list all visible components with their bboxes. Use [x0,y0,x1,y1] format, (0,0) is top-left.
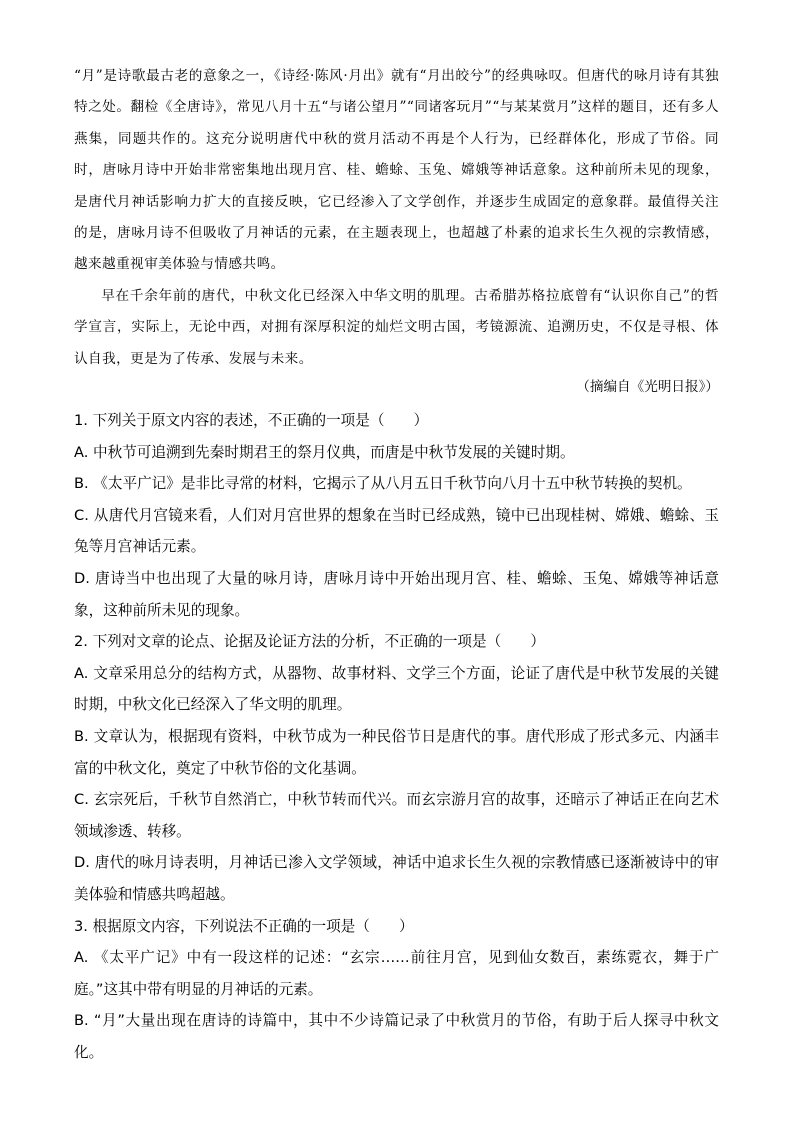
question-3-option-a: A. 《太平广记》中有一段这样的记述：“玄宗……前往月宫，见到仙女数百，素练霓衣，舞于广庭。”这其中带有明显的月神话的元素。 [74,949,719,998]
question-2-option-c: C. 玄宗死后，千秋节自然消亡，中秋节转而代兴。而玄宗游月宫的故事，还暗示了神话正在向艺术领域渗透、转移。 [74,791,719,840]
question-1-stem: 1. 下列关于原文内容的表述，不正确的一项是（ ） [74,412,429,429]
question-section [74,405,719,1068]
question-1-option-c: C. 从唐代月宫镜来看，人们对月宫世界的想象在当时已经成熟，镜中已出现桂树、嫦娥、蟾蜍、玉兔等月宫神话元素。 [74,506,719,556]
reading-passage [74,61,719,375]
passage-paragraph-1: “月”是诗歌最古老的意象之一，《诗经·陈风·月出》就有“月出皎兮”的经典咏叹。但唐代的咏月诗有其独特之处。翻检《全唐诗》，常见八月十五“与诸公望月”“同诸客玩月”“与某某赏月”这样的题目，还有多人燕集，同题共作的。这充分说明唐代中秋的赏月活动不再是个人行为，已经群体化，形成了节俗。同时，唐咏月诗中开始非常密集地出现月宫、桂、蟾蜍、玉兔、嫦娥等神话意象。这种前所未见的现象，是唐代月神话影响力扩大的直接反映，它已经渗入了文学创作，并逐步生成固定的意象群。最值得关注的是，唐咏月诗不但吸收了月神话的元素，在主题表现上，也超越了朴素的追求长生久视的宗教情感，越来越重视审美体验与情感共鸣。 [74,68,719,273]
passage-paragraph-2: 早在千余年前的唐代，中秋文化已经深入中华文明的肌理。古希腊苏格拉底曾有“认识你自己”的哲学宣言，实际上，无论中西，对拥有深厚积淀的灿烂文明古国，考镜源流、追溯历史，不仅是寻根、体认自我，更是为了传承、发展与未来。 [74,287,719,367]
question-1-option-a: A. 中秋节可追溯到先秦时期君王的祭月仪典，而唐是中秋节发展的关键时期。 [74,443,575,461]
question-1-option-d: D. 唐诗当中也出现了大量的咏月诗，唐咏月诗中开始出现月宫、桂、蟾蜍、玉兔、嫦娥等神话意象，这种前所未见的现象。 [74,569,719,619]
question-2-option-d: D. 唐代的咏月诗表明，月神话已渗入文学领域，神话中追求长生久视的宗教情感已逐渐被诗中的审美体验和情感共鸣超越。 [74,854,719,903]
source-citation: （摘编自《光明日报》） [576,379,719,395]
question-3-option-b: B. “月”大量出现在唐诗的诗篇中，其中不少诗篇记录了中秋赏月的节俗，有助于后人探寻中秋文化。 [74,1012,719,1061]
question-2-option-b: B. 文章认为，根据现有资料，中秋节成为一种民俗节日是唐代的事。唐代形成了形式多元、内涵丰富的中秋文化，奠定了中秋节俗的文化基调。 [74,727,719,777]
question-2-option-a: A. 文章采用总分的结构方式，从器物、故事材料、文学三个方面，论证了唐代是中秋节发展的关键时期，中秋文化已经深入了华文明的肌理。 [74,664,719,714]
question-1-option-b: B. 《太平广记》是非比寻常的材料，它揭示了从八月五日千秋节向八月十五中秋节转换的契机。 [74,475,692,493]
question-3-stem: 3. 根据原文内容，下列说法不正确的一项是（ ） [74,917,414,935]
question-2-stem: 2. 下列对文章的论点、论据及论证方法的分析，不正确的一项是（ ） [74,633,545,651]
